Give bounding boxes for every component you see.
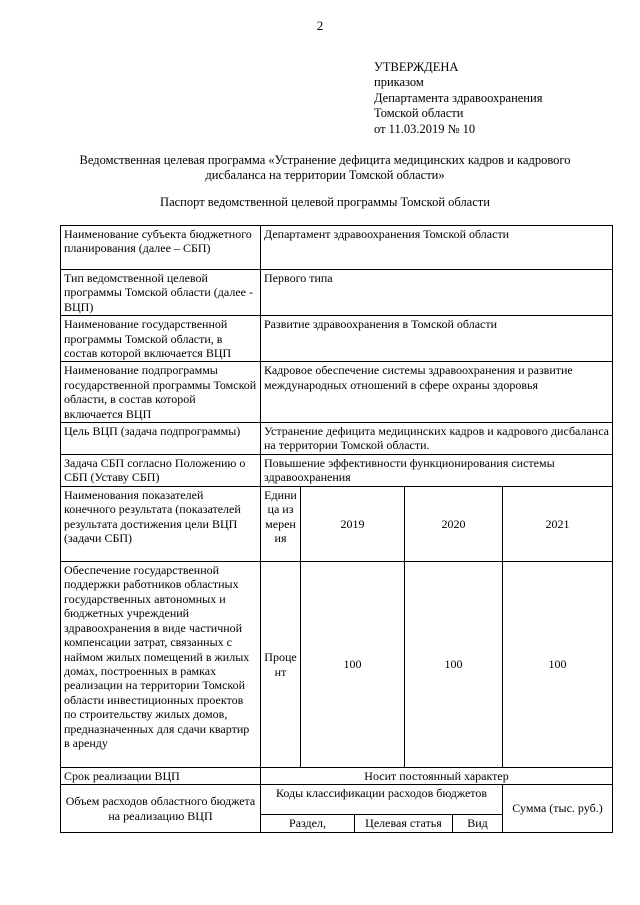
row-value: Кадровое обеспечение системы здравоохранения и развитие международных отношений в сфере охраны здоровья — [261, 362, 613, 423]
table-row — [61, 316, 613, 362]
year-header: 2019 — [301, 487, 405, 562]
passport-title: Паспорт ведомственной целевой программы Томской области — [160, 195, 490, 209]
row-value: Департамент здравоохранения Томской области — [261, 226, 613, 270]
row-label: Тип ведомственной целевой программы Томской области (далее - ВЦП) — [61, 270, 261, 316]
table-row — [61, 226, 613, 270]
year-header: 2020 — [405, 487, 503, 562]
year-header: 2021 — [503, 487, 613, 562]
table-row — [61, 423, 613, 455]
row-value: Устранение дефицита медицинских кадров и кадрового дисбаланса на территории Томской области. — [261, 423, 613, 455]
approval-line: приказом — [374, 75, 424, 90]
term-label: Срок реализации ВЦП — [61, 768, 261, 785]
approval-line: Томской области — [374, 106, 464, 121]
section-header: Раздел, — [261, 815, 355, 832]
row-label: Наименование подпрограммы государственной программы Томской области, в состав которой включается ВЦП — [61, 362, 261, 423]
row-value: Повышение эффективности функционирования системы здравоохранения — [261, 455, 613, 487]
page-number: 2 — [316, 18, 324, 33]
indicators-label-header: Наименования показателей конечного результата (показателей результата достижения цели ВЦП (задачи СБП) — [61, 487, 261, 562]
row-label: Наименование государственной программы Томской области, в состав которой включается ВЦП — [61, 316, 261, 362]
row-label: Задача СБП согласно Положению о СБП (Уставу СБП) — [61, 455, 261, 487]
unit-header: Единица измерения — [261, 487, 301, 562]
budget-header-row — [61, 785, 613, 815]
indicator-value: 100 — [503, 562, 613, 768]
term-row — [61, 768, 613, 785]
indicator-value: 100 — [301, 562, 405, 768]
row-label: Цель ВЦП (задача подпрограммы) — [61, 423, 261, 455]
program-title: Ведомственная целевая программа «Устранение дефицита медицинских кадров и кадрового дисбаланса на территории Томской области» — [79, 153, 571, 182]
passport-table — [60, 225, 613, 833]
target-article-header: Целевая статья — [355, 815, 453, 832]
approval-line: от 11.03.2019 № 10 — [374, 121, 476, 136]
row-value: Первого типа — [261, 270, 613, 316]
term-value: Носит постоянный характер — [261, 768, 613, 785]
indicator-unit: Процент — [261, 562, 301, 768]
approval-line: УТВЕРЖДЕНА — [374, 60, 459, 74]
indicators-header-row — [61, 487, 613, 562]
indicator-value: 100 — [405, 562, 503, 768]
budget-label: Объем расходов областного бюджета на реализацию ВЦП — [61, 785, 261, 832]
indicator-row — [61, 562, 613, 768]
table-row — [61, 362, 613, 423]
type-header: Вид — [453, 815, 503, 832]
indicator-label: Обеспечение государственной поддержки работников областных государственных автономных и бюджетных учреждений здравоохранения в виде частичной компенсации затрат, связанных с наймом жилых помещений в жилых домах, построенных в рамках реализации на территории Томской области инвестиционных проектов по строительству жилых домов, предназначенных для сдачи квартир в аренду — [61, 562, 261, 768]
approval-stamp — [374, 60, 542, 137]
table-row — [61, 270, 613, 316]
sum-header: Сумма (тыс. руб.) — [503, 785, 613, 832]
row-value: Развитие здравоохранения в Томской области — [261, 316, 613, 362]
table-row — [61, 455, 613, 487]
codes-header: Коды классификации расходов бюджетов — [261, 785, 503, 815]
approval-line: Департамента здравоохранения — [374, 90, 543, 105]
row-label: Наименование субъекта бюджетного планирования (далее – СБП) — [61, 226, 261, 270]
